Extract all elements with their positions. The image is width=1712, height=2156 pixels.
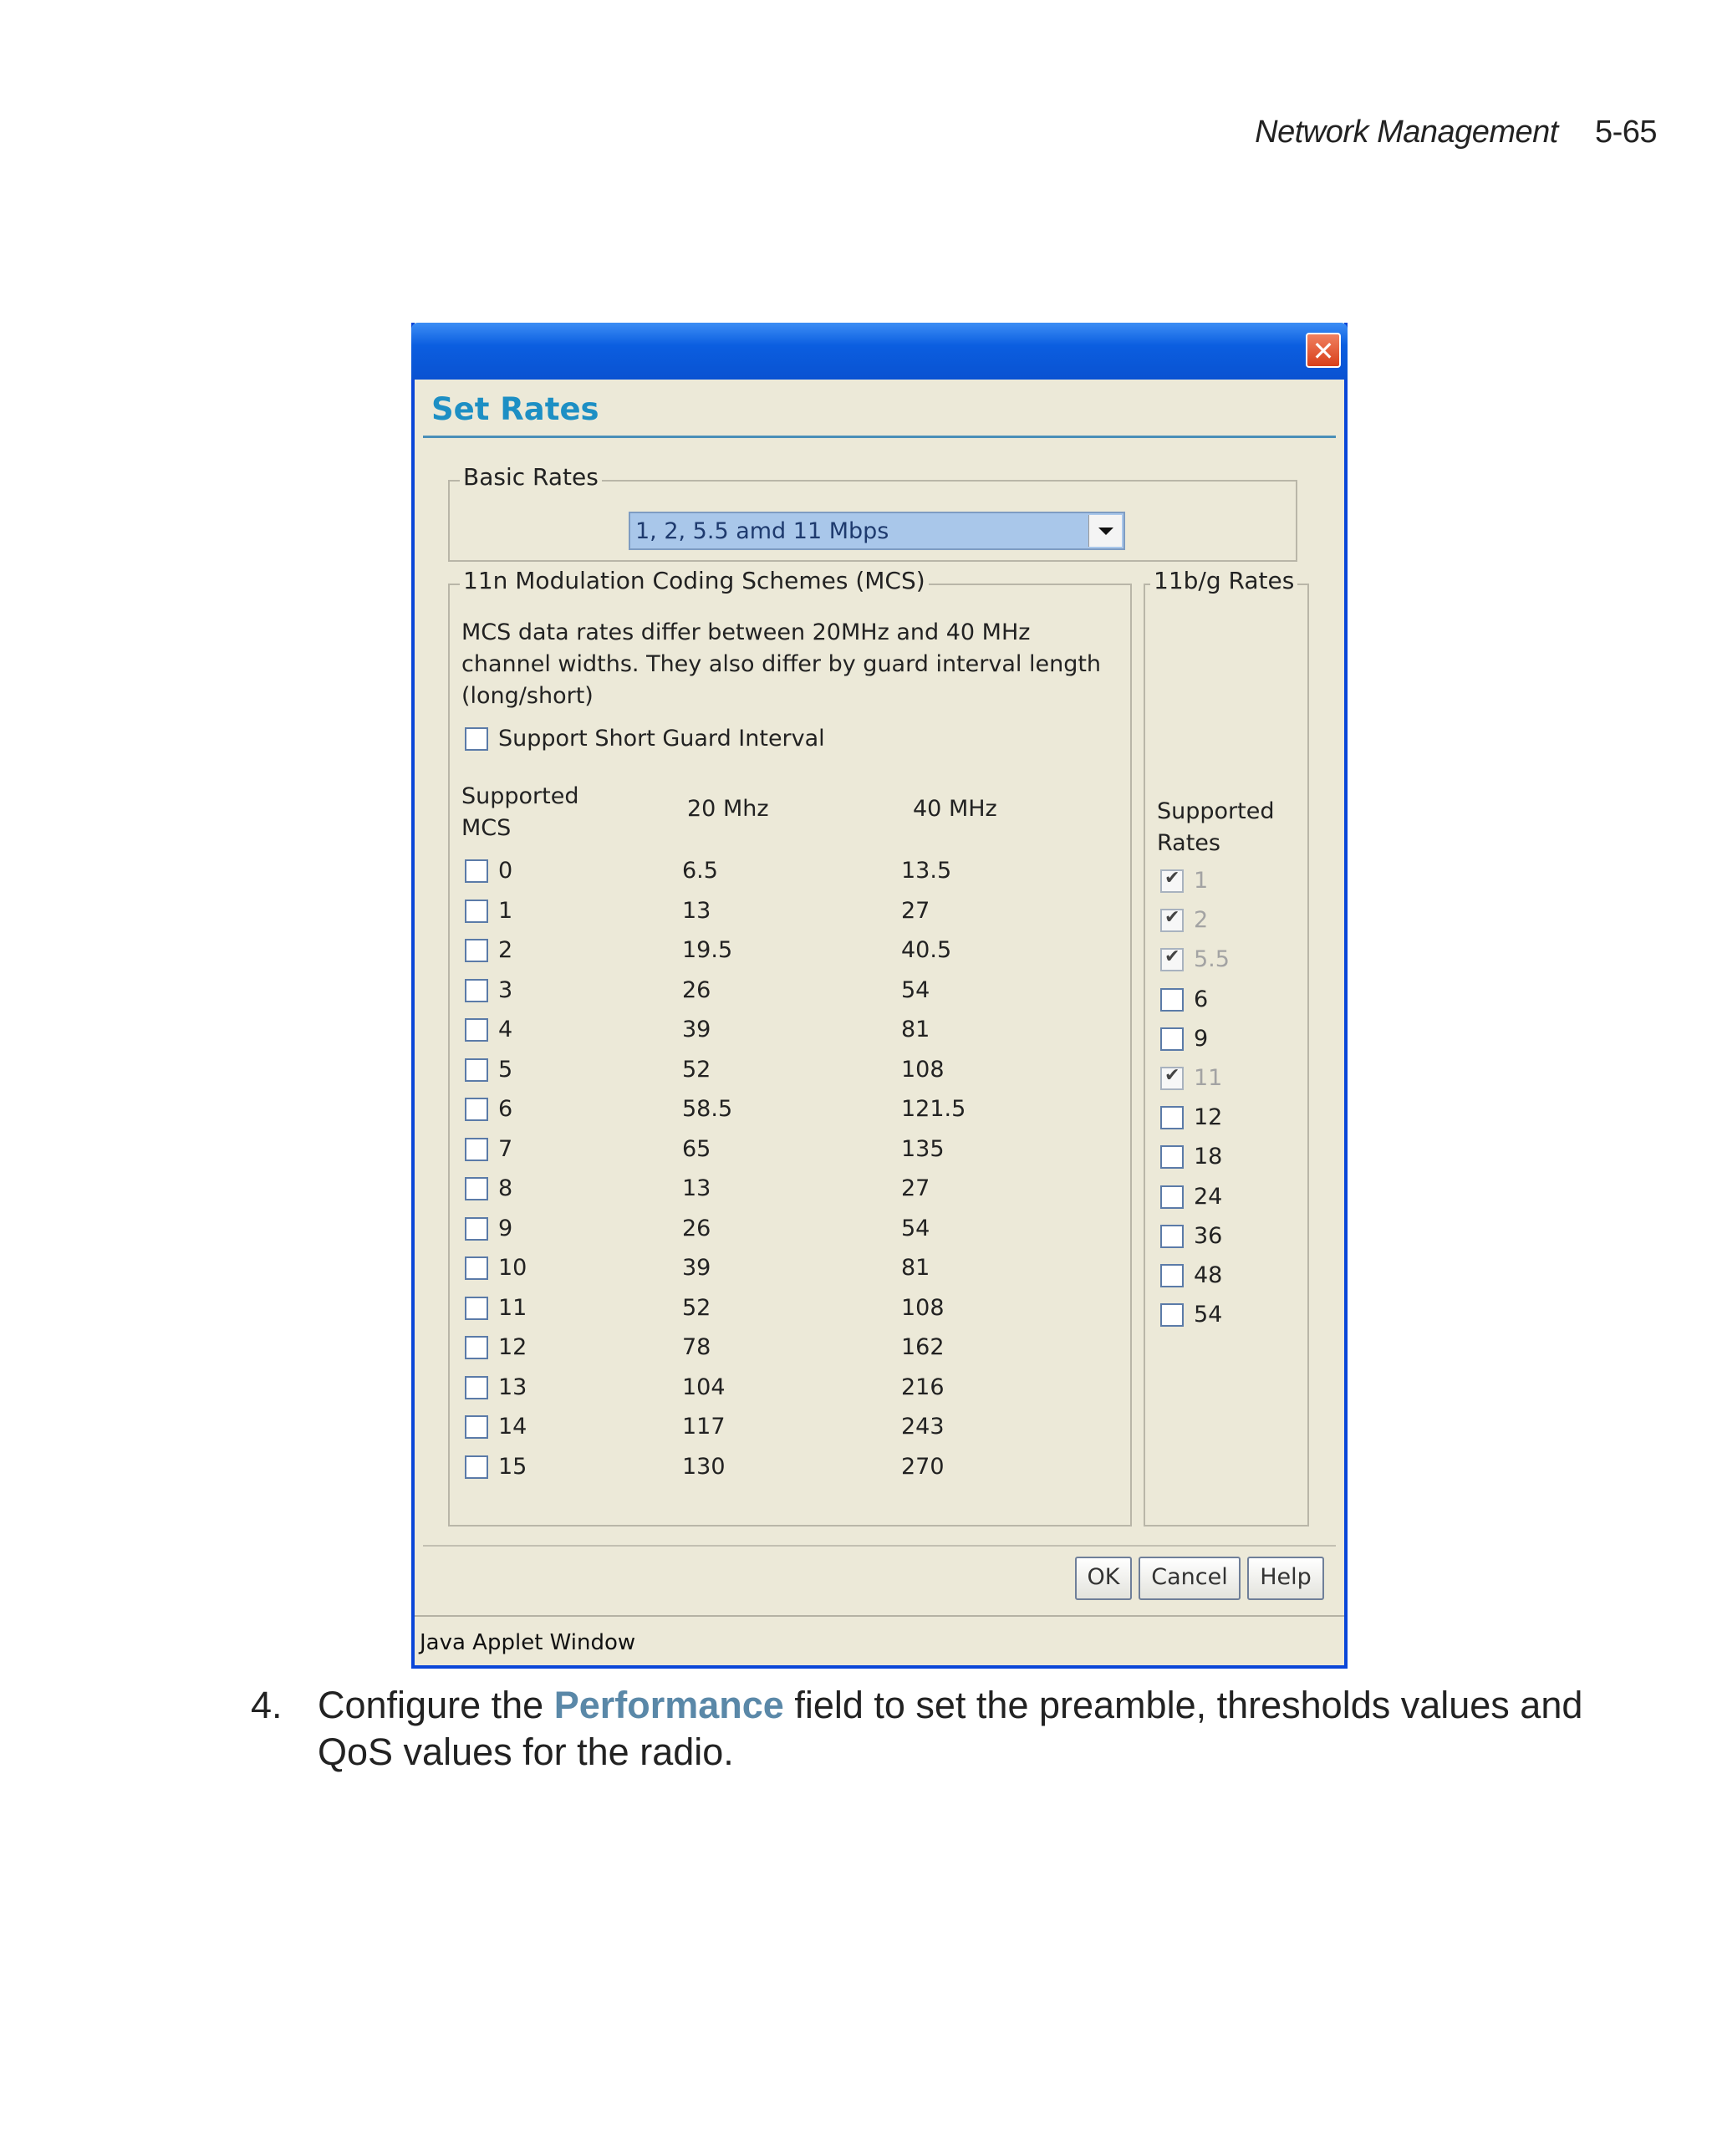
rate-checkbox (1160, 909, 1184, 932)
mcs-rate-20mhz: 39 (682, 1255, 711, 1281)
basic-rates-select[interactable] (629, 512, 1125, 550)
mcs-checkbox[interactable] (465, 1256, 488, 1280)
page-number: 5-65 (1594, 115, 1657, 150)
mcs-checkbox[interactable] (465, 1098, 488, 1121)
rate-label: 12 (1194, 1104, 1223, 1131)
mcs-checkbox[interactable] (465, 1415, 488, 1439)
mcs-index: 8 (498, 1175, 513, 1201)
short-guard-label: Support Short Guard Interval (498, 726, 825, 752)
mcs-index: 1 (498, 897, 513, 924)
rate-label: 24 (1194, 1183, 1223, 1210)
mcs-rate-40mhz: 54 (901, 976, 930, 1003)
mcs-rate-40mhz: 81 (901, 1255, 930, 1281)
mcs-index: 0 (498, 858, 513, 884)
mcs-index: 3 (498, 976, 513, 1003)
mcs-index: 11 (498, 1294, 527, 1321)
col-40mhz-header: 40 MHz (913, 796, 997, 822)
mcs-rate-40mhz: 243 (901, 1414, 945, 1440)
rate-label: 6 (1194, 986, 1209, 1012)
bg-rates-legend: 11b/g Rates (1150, 567, 1297, 594)
mcs-index: 6 (498, 1096, 513, 1122)
basic-rates-legend: Basic Rates (460, 463, 602, 491)
mcs-rate-40mhz: 121.5 (901, 1096, 966, 1122)
mcs-rate-40mhz: 216 (901, 1374, 945, 1400)
mcs-checkbox[interactable] (465, 1058, 488, 1082)
mcs-rate-20mhz: 13 (682, 1175, 711, 1201)
step-suffix: field to set the preamble, thresholds values and QoS values for the radio. (318, 1684, 1583, 1773)
mcs-rate-40mhz: 108 (901, 1056, 945, 1083)
mcs-rate-40mhz: 27 (901, 897, 930, 924)
status-bar (415, 1615, 1344, 1665)
mcs-checkbox[interactable] (465, 1177, 488, 1200)
step-keyword: Performance (553, 1684, 784, 1726)
mcs-rate-20mhz: 52 (682, 1056, 711, 1083)
cancel-button[interactable]: Cancel (1139, 1557, 1241, 1600)
mcs-checkbox[interactable] (465, 859, 488, 883)
rate-checkbox (1160, 869, 1184, 893)
mcs-rate-20mhz: 104 (682, 1374, 726, 1400)
mcs-rate-40mhz: 40.5 (901, 937, 952, 963)
mcs-rate-40mhz: 270 (901, 1453, 945, 1480)
mcs-rate-20mhz: 58.5 (682, 1096, 733, 1122)
bg-rates-group (1144, 567, 1309, 1527)
rate-label: 11 (1194, 1065, 1223, 1091)
mcs-rate-40mhz: 13.5 (901, 858, 952, 884)
mcs-index: 9 (498, 1215, 513, 1241)
step-text (318, 1682, 1638, 1776)
mcs-rate-20mhz: 19.5 (682, 937, 733, 963)
window-titlebar[interactable] (411, 323, 1348, 380)
rate-label: 1 (1194, 868, 1209, 894)
page-header (1255, 115, 1657, 150)
rate-label: 48 (1194, 1262, 1223, 1288)
mcs-rate-20mhz: 65 (682, 1135, 711, 1162)
mcs-index: 2 (498, 937, 513, 963)
rate-checkbox[interactable] (1160, 1225, 1184, 1248)
mcs-rate-20mhz: 26 (682, 976, 711, 1003)
rate-label: 2 (1194, 907, 1209, 934)
status-text: Java Applet Window (420, 1630, 636, 1655)
mcs-rate-40mhz: 27 (901, 1175, 930, 1201)
mcs-rate-20mhz: 52 (682, 1294, 711, 1321)
mcs-description: MCS data rates differ between 20MHz and 40 MHz channel widths. They also differ by guard interval length (long/short) (461, 619, 1102, 709)
mcs-checkbox[interactable] (465, 1297, 488, 1320)
chevron-down-icon[interactable] (1088, 515, 1122, 547)
header-section: Network Management (1255, 115, 1558, 150)
basic-rates-value: 1, 2, 5.5 amd 11 Mbps (635, 518, 889, 544)
rate-checkbox[interactable] (1160, 1145, 1184, 1169)
mcs-checkbox[interactable] (465, 1376, 488, 1399)
rate-checkbox (1160, 948, 1184, 971)
mcs-rate-20mhz: 117 (682, 1414, 726, 1440)
short-guard-checkbox[interactable] (465, 727, 488, 751)
close-icon[interactable]: ✕ (1306, 333, 1341, 368)
mcs-rate-40mhz: 135 (901, 1135, 945, 1162)
mcs-checkbox[interactable] (465, 1018, 488, 1042)
button-divider (423, 1545, 1336, 1547)
rate-checkbox[interactable] (1160, 1185, 1184, 1209)
rate-label: 9 (1194, 1025, 1209, 1052)
rate-checkbox[interactable] (1160, 1264, 1184, 1287)
mcs-rate-20mhz: 6.5 (682, 858, 718, 884)
mcs-index: 13 (498, 1374, 527, 1400)
rate-label: 5.5 (1194, 946, 1230, 973)
mcs-index: 7 (498, 1135, 513, 1162)
ok-button[interactable]: OK (1075, 1557, 1132, 1600)
mcs-checkbox[interactable] (465, 1217, 488, 1241)
rate-checkbox (1160, 1067, 1184, 1090)
mcs-rate-40mhz: 108 (901, 1294, 945, 1321)
mcs-rate-20mhz: 39 (682, 1017, 711, 1042)
help-button[interactable]: Help (1247, 1557, 1324, 1600)
mcs-index: 12 (498, 1334, 527, 1360)
mcs-rate-20mhz: 130 (682, 1453, 726, 1480)
rate-checkbox[interactable] (1160, 1303, 1184, 1327)
mcs-rate-20mhz: 78 (682, 1334, 711, 1360)
mcs-checkbox[interactable] (465, 979, 488, 1002)
mcs-index: 5 (498, 1056, 513, 1083)
mcs-index: 10 (498, 1255, 527, 1281)
mcs-index: 14 (498, 1414, 527, 1440)
dialog-title: Set Rates (431, 391, 599, 427)
mcs-checkbox[interactable] (465, 900, 488, 923)
mcs-rate-40mhz: 81 (901, 1017, 930, 1042)
col-20mhz-header: 20 Mhz (687, 796, 769, 822)
mcs-checkbox[interactable] (465, 1138, 488, 1161)
rate-checkbox[interactable] (1160, 1027, 1184, 1051)
step-number: 4. (251, 1684, 283, 1726)
title-divider (423, 436, 1336, 438)
supported-rates-header: Supported Rates (1157, 798, 1275, 856)
mcs-legend: 11n Modulation Coding Schemes (MCS) (460, 567, 929, 594)
mcs-rate-20mhz: 13 (682, 897, 711, 924)
rate-label: 36 (1194, 1222, 1223, 1249)
mcs-checkbox[interactable] (465, 1455, 488, 1479)
set-rates-dialog (411, 323, 1348, 1669)
mcs-rate-20mhz: 26 (682, 1215, 711, 1241)
mcs-checkbox[interactable] (465, 1336, 488, 1359)
rate-label: 18 (1194, 1144, 1223, 1170)
mcs-rate-40mhz: 54 (901, 1215, 930, 1241)
rate-checkbox[interactable] (1160, 1106, 1184, 1129)
step-prefix: Configure the (318, 1684, 554, 1726)
rate-checkbox[interactable] (1160, 988, 1184, 1012)
mcs-index: 15 (498, 1453, 527, 1480)
rate-label: 54 (1194, 1302, 1223, 1328)
supported-mcs-header: Supported MCS (461, 783, 579, 841)
mcs-index: 4 (498, 1017, 513, 1042)
mcs-checkbox[interactable] (465, 939, 488, 962)
mcs-rate-40mhz: 162 (901, 1334, 945, 1360)
